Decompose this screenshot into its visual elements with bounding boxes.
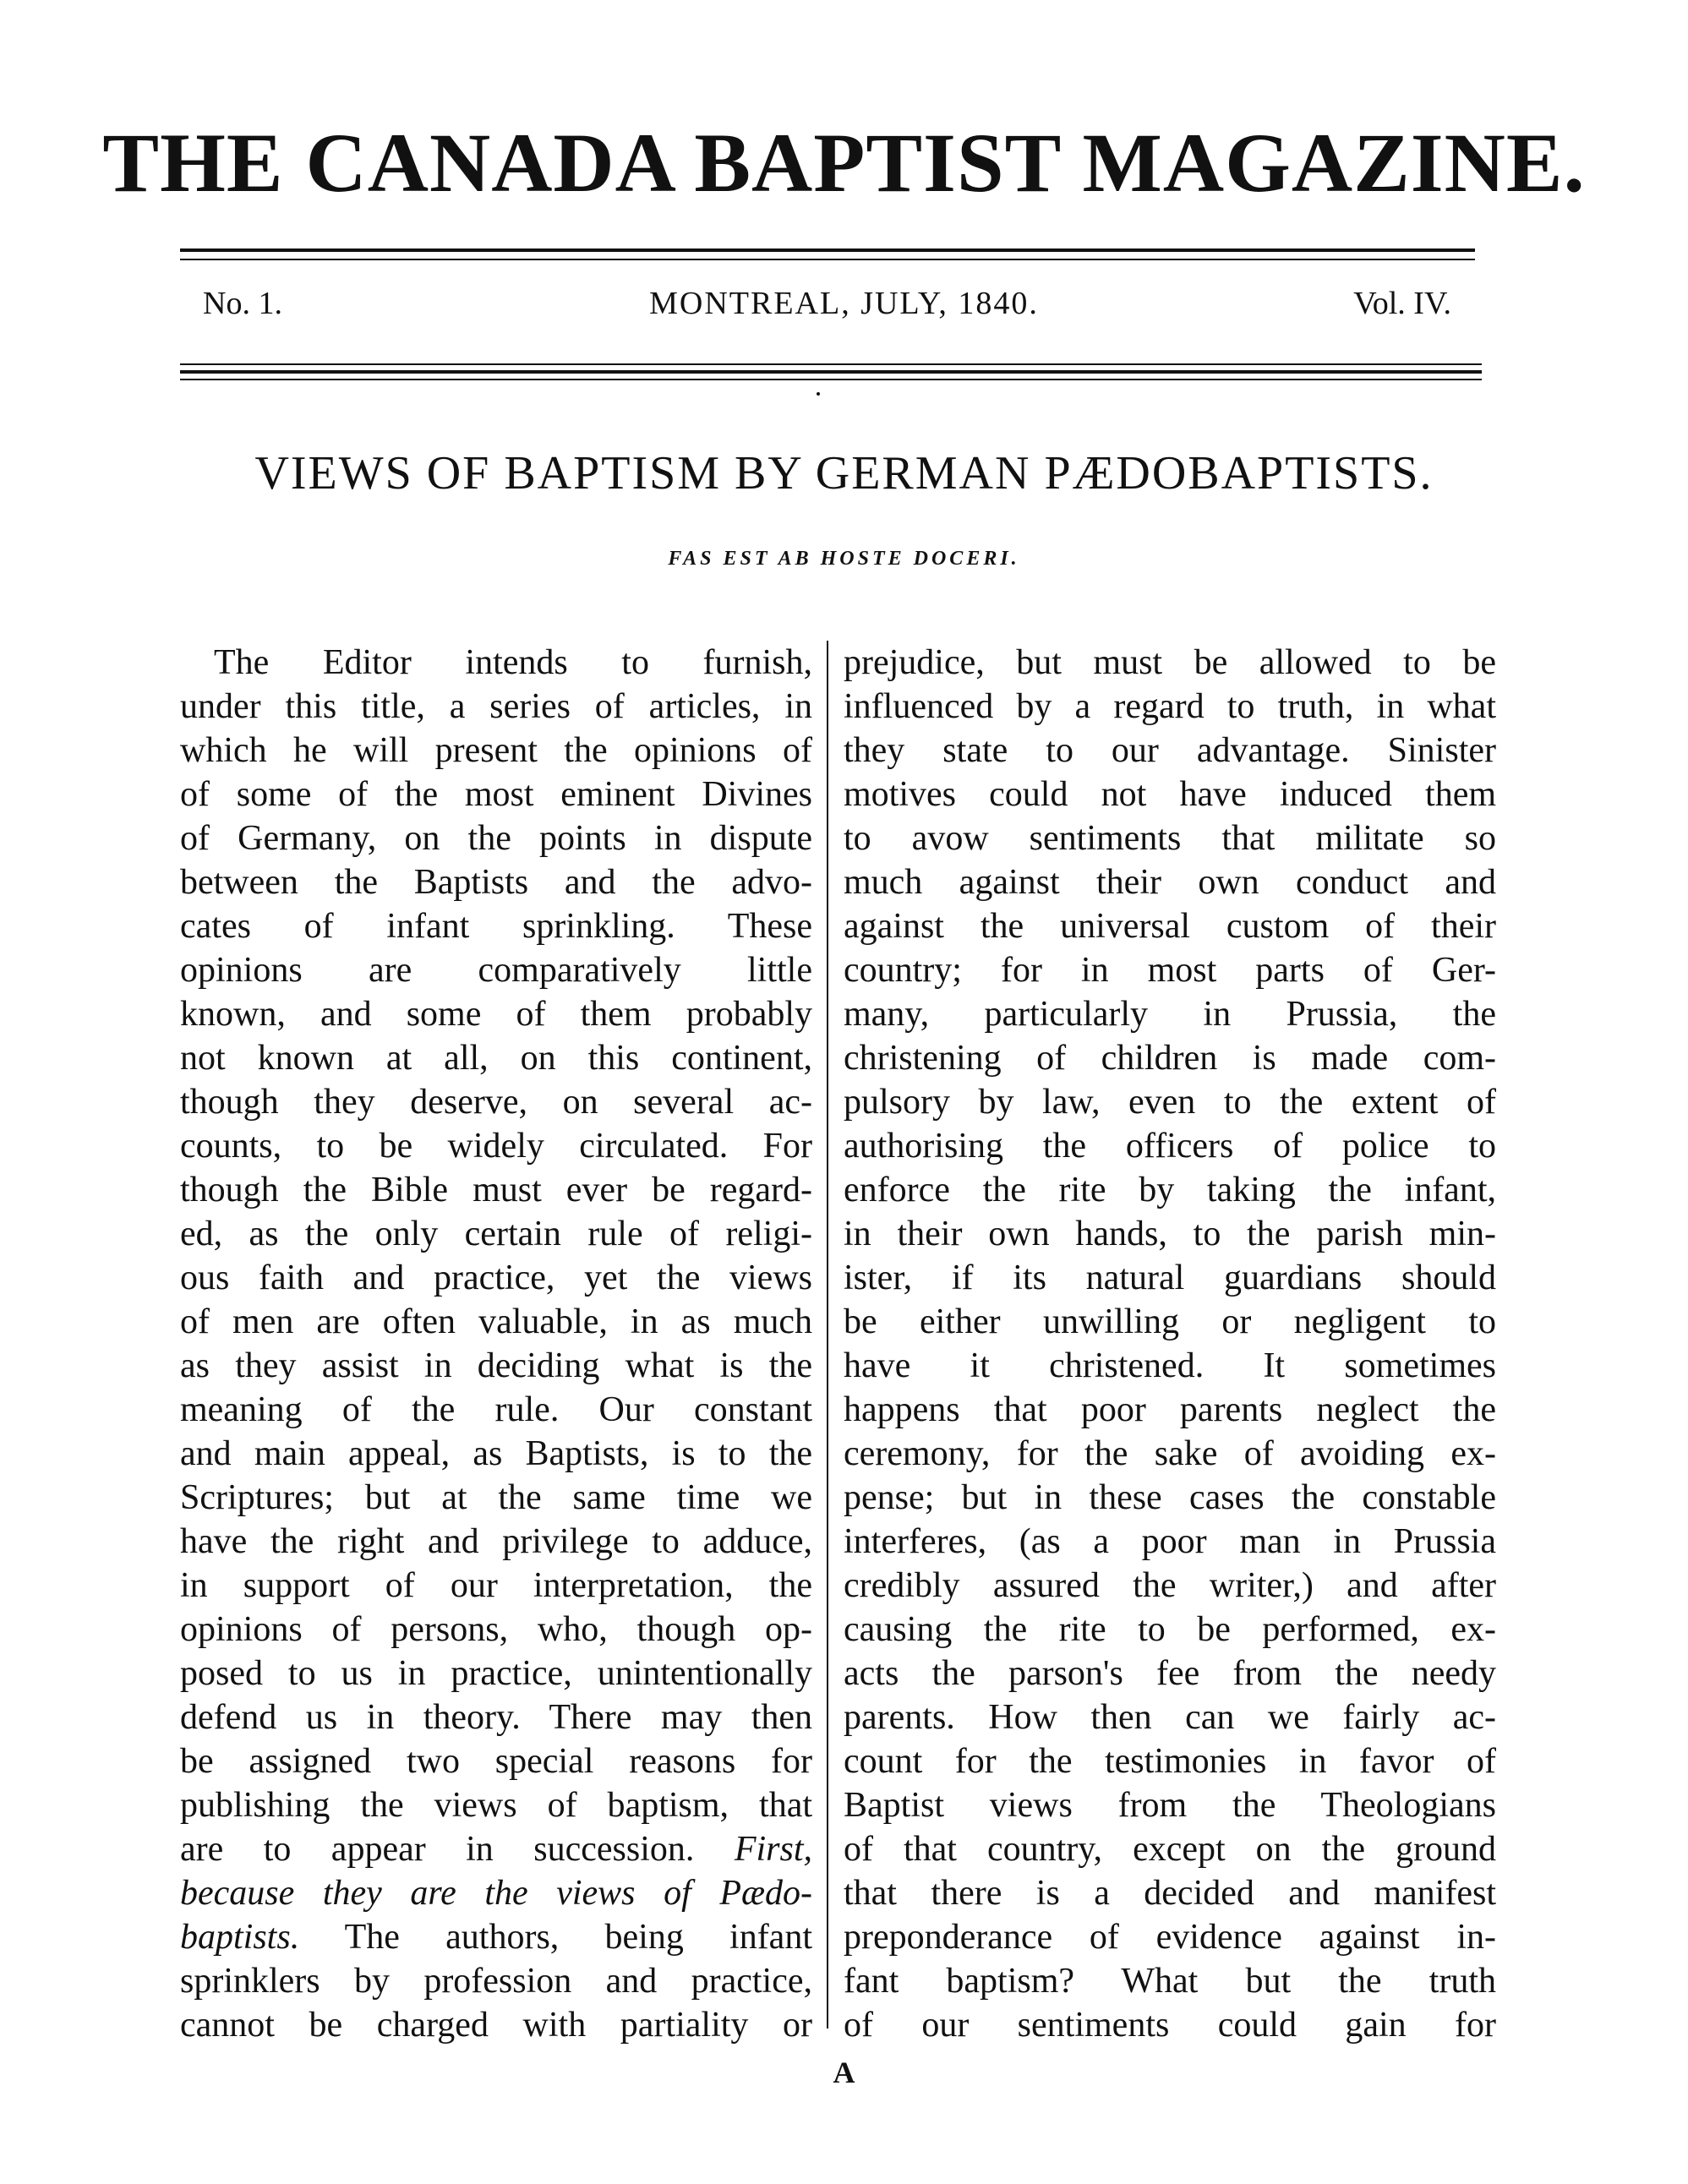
left-column-line: meaning of the rule. Our constant: [180, 1390, 812, 1429]
bottom-rule-thin-2: [180, 379, 1482, 380]
left-column-line: known, and some of them probably: [180, 995, 812, 1034]
right-column-line: many, particularly in Prussia, the: [844, 995, 1496, 1034]
right-column-line: pulsory by law, even to the extent of: [844, 1083, 1496, 1122]
right-column-line: have it christened. It sometimes: [844, 1346, 1496, 1385]
left-column-line: because they are the views of Pædo-: [180, 1874, 812, 1913]
left-column-line: and main appeal, as Baptists, is to the: [180, 1434, 812, 1473]
right-column-line: to avow sentiments that militate so: [844, 819, 1496, 858]
right-column-line: they state to our advantage. Sinister: [844, 731, 1496, 770]
authors-text: The authors, being infant: [299, 1918, 812, 1957]
left-column-line: publishing the views of baptism, that: [180, 1786, 812, 1825]
left-column-line: [180, 1915, 812, 1959]
right-column-line: count for the testimonies in favor of: [844, 1742, 1496, 1781]
right-column-line: influenced by a regard to truth, in what: [844, 687, 1496, 726]
right-column-line: happens that poor parents neglect the: [844, 1390, 1496, 1429]
left-column-line: opinions of persons, who, though op-: [180, 1610, 812, 1649]
left-column-line: though they deserve, on several ac-: [180, 1083, 812, 1122]
right-column-line: enforce the rite by taking the infant,: [844, 1171, 1496, 1209]
left-column-line: under this title, a series of articles, in: [180, 687, 812, 726]
left-column-line: of Germany, on the points in dispute: [180, 819, 812, 858]
right-column-line: in their own hands, to the parish min-: [844, 1215, 1496, 1253]
left-column-line: opinions are comparatively little: [180, 951, 812, 990]
right-column-line: against the universal custom of their: [844, 907, 1496, 946]
right-column-line: parents. How then can we fairly ac-: [844, 1698, 1496, 1737]
right-column-line: country; for in most parts of Ger-: [844, 951, 1496, 990]
left-column-line: not known at all, on this continent,: [180, 1039, 812, 1078]
right-column-line: ceremony, for the sake of avoiding ex-: [844, 1434, 1496, 1473]
right-column-line: causing the rite to be performed, ex-: [844, 1610, 1496, 1649]
right-column-line: ister, if its natural guardians should: [844, 1259, 1496, 1297]
right-column-line: that there is a decided and manifest: [844, 1874, 1496, 1913]
printer-dot: [817, 392, 820, 396]
right-column-line: credibly assured the writer,) and after: [844, 1566, 1496, 1605]
column-divider: [827, 641, 828, 2028]
issue-place-date: MONTREAL, JULY, 1840.: [649, 286, 1039, 321]
italic-first: First,: [734, 1830, 812, 1869]
italic-baptists: baptists.: [180, 1918, 300, 1957]
right-column-line: prejudice, but must be allowed to be: [844, 643, 1496, 682]
right-column-line: Baptist views from the Theologians: [844, 1786, 1496, 1825]
right-column-line: pense; but in these cases the constable: [844, 1478, 1496, 1517]
left-column-line: The Editor intends to furnish,: [214, 643, 812, 682]
left-column-line: which he will present the opinions of: [180, 731, 812, 770]
right-column-line: acts the parson's fee from the needy: [844, 1654, 1496, 1693]
right-column-line: of our sentiments could gain for: [844, 2006, 1496, 2045]
right-column-line: of that country, except on the ground: [844, 1830, 1496, 1869]
masthead-title: THE CANADA BAPTIST MAGAZINE.: [102, 116, 1586, 210]
right-column-line: authorising the officers of police to: [844, 1127, 1496, 1166]
signature-mark: A: [833, 2056, 855, 2089]
left-column-line: posed to us in practice, unintentionally: [180, 1654, 812, 1693]
left-column-line: of some of the most eminent Divines: [180, 775, 812, 814]
left-column-line: counts, to be widely circulated. For: [180, 1127, 812, 1166]
left-column-line: as they assist in deciding what is the: [180, 1346, 812, 1385]
left-column-line: have the right and privilege to adduce,: [180, 1522, 812, 1561]
left-column-line: defend us in theory. There may then: [180, 1698, 812, 1737]
left-column-line: of men are often valuable, in as much: [180, 1302, 812, 1341]
right-column-line: motives could not have induced them: [844, 775, 1496, 814]
left-column-line: between the Baptists and the advo-: [180, 863, 812, 902]
left-column-line: cates of infant sprinkling. These: [180, 907, 812, 946]
left-column-line: in support of our interpretation, the: [180, 1566, 812, 1605]
left-column-line: though the Bible must ever be regard-: [180, 1171, 812, 1209]
bottom-rule-thin: [180, 363, 1482, 365]
bottom-rule-thick: [180, 370, 1482, 374]
left-column-line: ous faith and practice, yet the views: [180, 1259, 812, 1297]
article-title: VIEWS OF BAPTISM BY GERMAN PÆDOBAPTISTS.: [254, 447, 1434, 500]
right-column-line: much against their own conduct and: [844, 863, 1496, 902]
issue-volume: Vol. IV.: [1353, 286, 1451, 321]
issue-number: No. 1.: [203, 286, 282, 321]
left-column-line: are to appear in succession. First,: [180, 1830, 812, 1869]
right-column-line: be either unwilling or negligent to: [844, 1302, 1496, 1341]
top-rule-thin: [180, 259, 1475, 260]
left-column-line: sprinklers by profession and practice,: [180, 1962, 812, 2001]
left-column-line: ed, as the only certain rule of religi-: [180, 1215, 812, 1253]
left-column-line: be assigned two special reasons for: [180, 1742, 812, 1781]
right-column-line: fant baptism? What but the truth: [844, 1962, 1496, 2001]
article-motto: FAS EST AB HOSTE DOCERI.: [668, 548, 1020, 570]
right-column-line: christening of children is made com-: [844, 1039, 1496, 1078]
right-column-line: interferes, (as a poor man in Prussia: [844, 1522, 1496, 1561]
left-column-line: Scriptures; but at the same time we: [180, 1478, 812, 1517]
right-column-line: preponderance of evidence against in-: [844, 1918, 1496, 1957]
left-column-line: cannot be charged with partiality or: [180, 2006, 812, 2045]
top-rule-thick: [180, 248, 1475, 252]
